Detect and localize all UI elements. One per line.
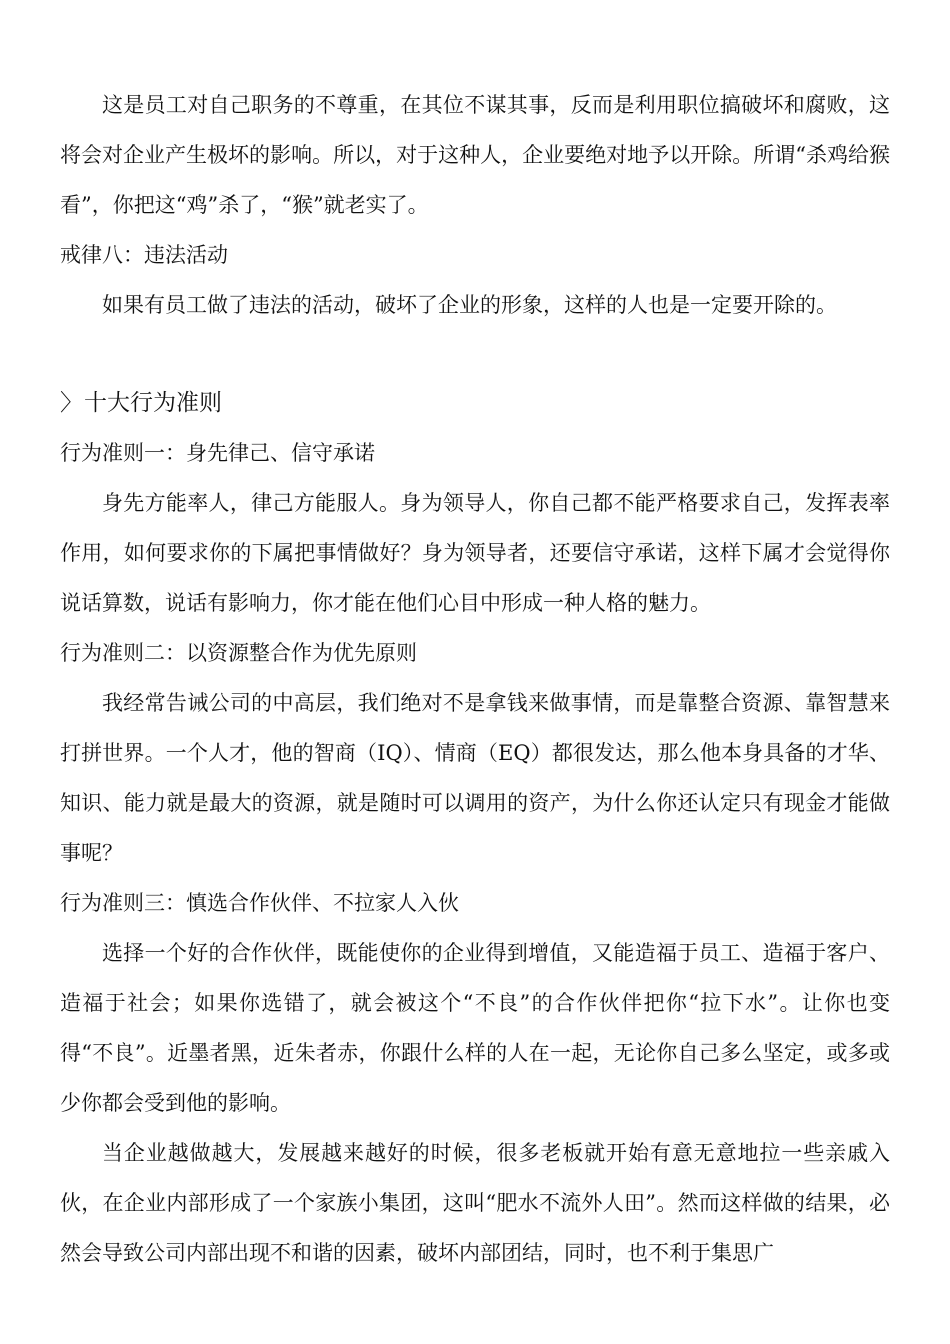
paragraph-principle-2: 我经常告诫公司的中高层，我们绝对不是拿钱来做事情，而是靠整合资源、靠智慧来打拼世界。一个人才，他的智商（IQ）、情商（EQ）都很发达，那么他本身具备的才华、知识、能力就是最大的资源，就是随时可以调用的资产，为什么你还认定只有现金才能做事呢？ — [60, 691, 890, 865]
section-title-ten-principles — [60, 378, 890, 428]
paragraph-discipline-7-conclusion: 这是员工对自己职务的不尊重，在其位不谋其事，反而是利用职位搞破坏和腐败，这将会对企业产生极坏的影响。所以，对于这种人，企业要绝对地予以开除。所谓“杀鸡给猴看”，你把这“鸡”杀了，“猴”就老实了。 — [60, 93, 890, 217]
section-spacer — [60, 330, 890, 378]
heading-principle-2: 行为准则二：以资源整合作为优先原则 — [60, 641, 417, 665]
section-title-text: 十大行为准则 — [84, 390, 222, 416]
heading-principle-3: 行为准则三：慎选合作伙伴、不拉家人入伙 — [60, 891, 459, 915]
section-marker-icon: 〉 — [60, 390, 83, 416]
heading-principle-1: 行为准则一：身先律己、信守承诺 — [60, 441, 375, 465]
paragraph-illegal-activity: 如果有员工做了违法的活动，破坏了企业的形象，这样的人也是一定要开除的。 — [102, 293, 837, 317]
paragraph-principle-3-b: 当企业越做越大，发展越来越好的时候，很多老板就开始有意无意地拉一些亲戚入伙，在企业内部形成了一个家族小集团，这叫“肥水不流外人田”。然而这样做的结果，必然会导致公司内部出现不和谐的因素，破坏内部团结，同时，也不利于集思广 — [60, 1141, 890, 1265]
paragraph-principle-1: 身先方能率人，律己方能服人。身为领导人，你自己都不能严格要求自己，发挥表率作用，如何要求你的下属把事情做好？身为领导者，还要信守承诺，这样下属才会觉得你说话算数，说话有影响力，你才能在他们心目中形成一种人格的魅力。 — [60, 491, 890, 615]
document-page — [60, 80, 890, 1278]
heading-discipline-8: 戒律八：违法活动 — [60, 243, 228, 267]
paragraph-principle-3-a: 选择一个好的合作伙伴，既能使你的企业得到增值，又能造福于员工、造福于客户、造福于社会；如果你选错了，就会被这个“不良”的合作伙伴把你“拉下水”。让你也变得“不良”。近墨者黑，近朱者赤，你跟什么样的人在一起，无论你自己多么坚定，或多或少你都会受到他的影响。 — [60, 941, 890, 1115]
